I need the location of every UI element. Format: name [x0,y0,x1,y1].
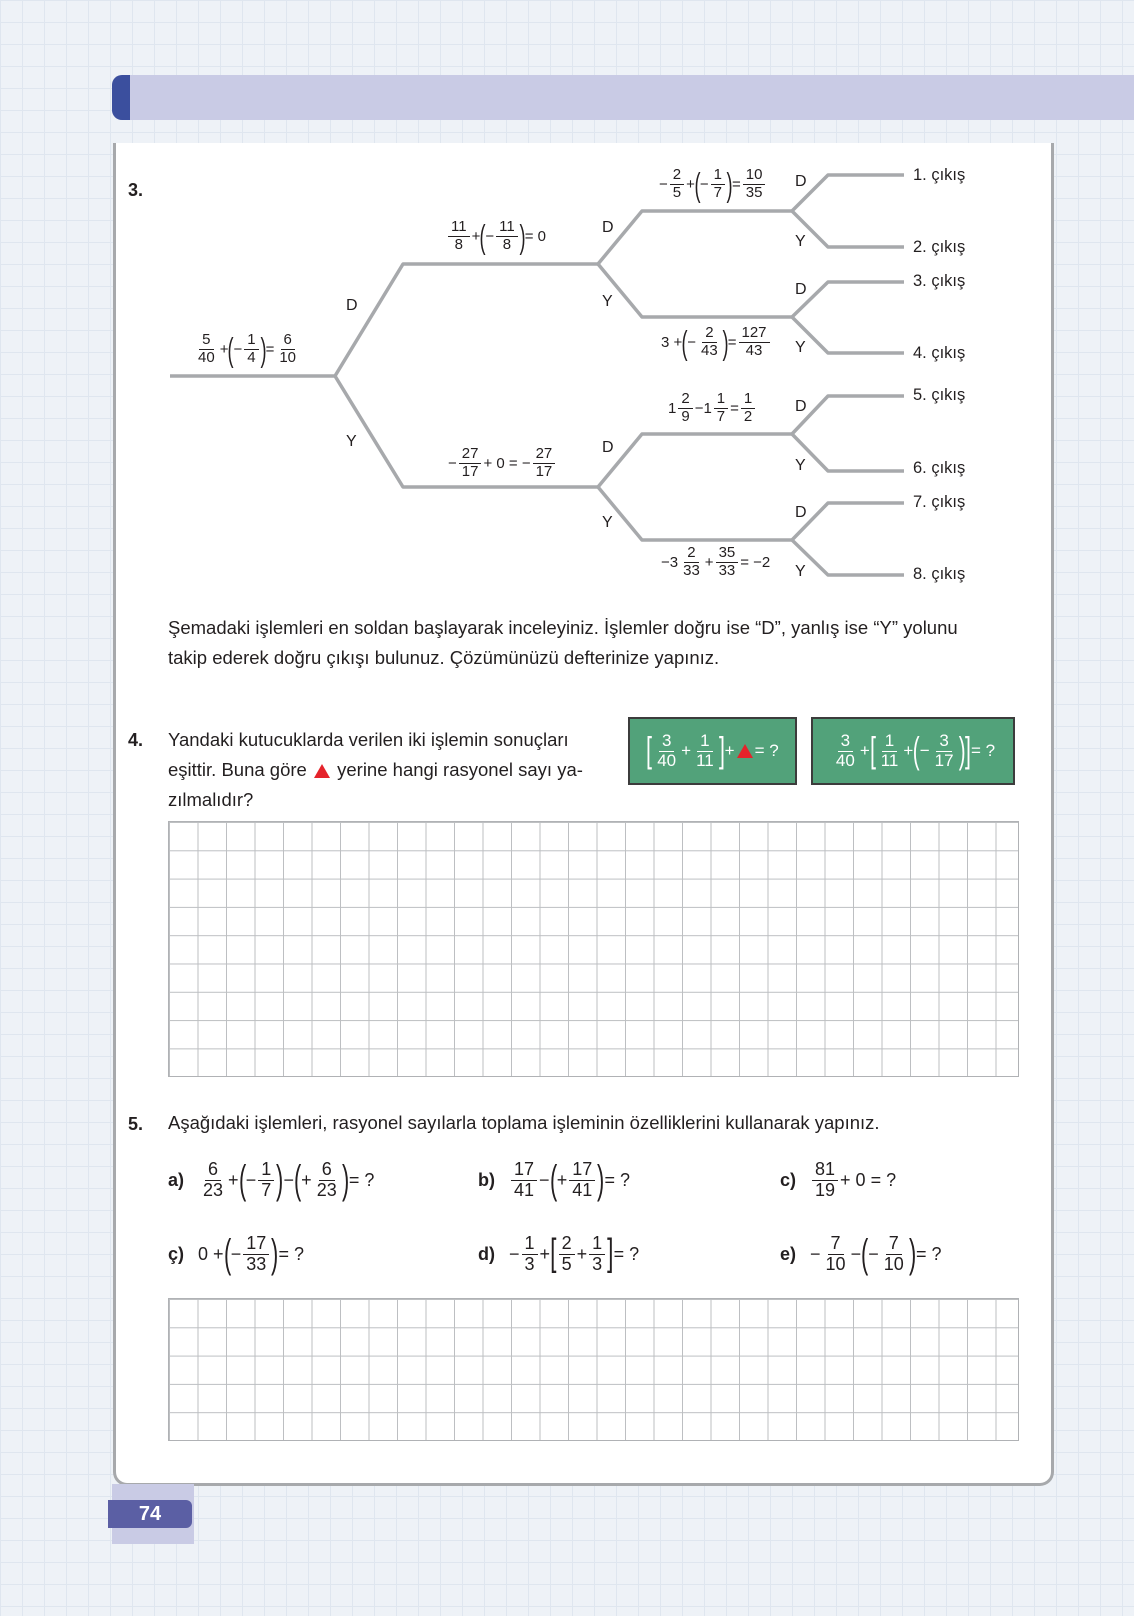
op: − [687,333,697,351]
result: = 0 [524,227,546,245]
frac-num: 11 [448,219,470,237]
op: − [485,227,495,245]
tree-branch-n2 [598,264,792,317]
label-y: Y [795,233,806,250]
tree-exit-3-line [792,282,904,317]
op: + [219,340,229,358]
frac-den: 10 [825,1253,846,1274]
frac-den: 17 [934,750,954,770]
frac-num: 27 [533,446,556,464]
op: + [228,1169,239,1190]
whole: −3 [661,553,679,571]
op: − [233,340,243,358]
op: 0 + [198,1243,224,1264]
tree-exit-4-line [792,317,904,353]
frac-den: 43 [701,341,718,359]
op: − [448,454,457,472]
frac-num: 2 [702,325,716,343]
op: + [681,741,692,760]
op: − [659,175,668,193]
tree-branch-n4 [598,487,792,540]
frac-num: 2 [670,167,684,185]
tree-exit-7-line [792,503,904,540]
result: = ? [278,1243,304,1264]
q5-text: Aşağıdaki işlemleri, rasyonel sayılarla toplama işleminin özelliklerini kullanarak yapınız. [168,1112,880,1133]
frac-num: 6 [281,332,295,350]
exit-6: 6. çıkış [913,459,966,477]
item-label: b) [478,1169,495,1190]
frac-den: 10 [883,1253,904,1274]
frac-den: 17 [461,462,479,480]
tree-node4-expression [661,545,770,579]
frac-num: 127 [739,325,770,343]
label-d: D [795,281,807,298]
q4-text-line2b: yerine hangi rasyonel sayı ya- [337,759,583,780]
frac-num: 35 [716,545,739,563]
op: − [283,1169,294,1190]
label-d: D [795,173,807,190]
frac-den: 8 [454,235,463,253]
op: = [730,399,739,417]
result: + 0 = ? [840,1169,897,1190]
tree-node3-expression [668,391,757,425]
item-label: d) [478,1243,495,1264]
frac-num: 1 [697,732,712,752]
label-y: Y [346,433,357,450]
frac-num: 1 [882,732,897,752]
frac-den: 5 [561,1253,572,1274]
frac-num: 1 [522,1234,538,1255]
q5-item-d: d) − $\frac{1}{3}$ + [ $\frac{2}{5}$ + $\frac{1}{3}$ ] = ? [478,1232,640,1275]
op: + [903,741,914,760]
frac-den: 5 [672,183,682,201]
q3-instruction-line2: takip ederek doğru çıkışı bulunuz. Çözümünüzü defterinize yapınız. [168,647,720,668]
tree-node2-expression: 3 + ( − $\frac{2}{43}$ ) = $\frac{127}{43}$ [661,325,772,359]
frac-den: 19 [815,1179,836,1200]
op: + [576,1243,588,1264]
frac-den: 41 [572,1179,593,1200]
q4-text-line3: zılmalıdır? [168,789,254,810]
frac-den: 9 [681,407,690,425]
question-3-number: 3. [128,180,144,200]
tree-exit-1-line [792,175,904,211]
q4-text-line2a: eşittir. Buna göre [168,759,307,780]
frac-num: 7 [886,1234,902,1255]
result: = ? [604,1169,630,1190]
q5-item-c [780,1160,896,1201]
frac-den: 11 [696,750,714,770]
label-d: D [795,398,807,415]
op: − [509,1243,520,1264]
frac-num: 6 [319,1160,335,1181]
exit-5: 5. çıkış [913,386,966,404]
tree-exit-2-line [792,211,904,247]
op: = [727,333,737,351]
frac-den: 17 [535,462,553,480]
frac-den: 23 [203,1179,224,1200]
frac-num: 2 [678,391,692,409]
q4-text-line2 [168,755,583,785]
op: + [301,1169,312,1190]
frac-den: 35 [745,183,763,201]
item-label: c) [780,1169,797,1190]
result: = ? [970,741,996,760]
tree-node1-expression: − $\frac{2}{5}$ + ( − $\frac{1}{7}$ ) = $\frac{10}{35}$ [659,167,767,201]
label-y: Y [795,339,806,356]
item-label: a) [168,1169,185,1190]
frac-den: 23 [316,1179,337,1200]
frac-num: 1 [711,167,725,185]
result: = ? [916,1243,942,1264]
result: = ? [348,1169,375,1190]
frac-den: 7 [716,407,726,425]
op: + [686,175,695,193]
op: −1 [694,399,712,417]
frac-num: 17 [243,1234,269,1255]
frac-num: 7 [828,1234,844,1255]
result: = −2 [740,553,771,571]
op: + [539,1243,551,1264]
label-d: D [602,219,614,236]
frac-den: 33 [246,1253,267,1274]
result: = ? [613,1243,640,1264]
frac-den: 7 [713,183,722,201]
frac-num: 3 [838,732,853,752]
frac-den: 40 [835,750,855,770]
question-5-number: 5. [128,1114,144,1134]
red-triangle-icon [737,744,753,758]
label-y: Y [795,457,806,474]
frac-num: 17 [511,1160,537,1181]
frac-den: 7 [261,1179,272,1200]
frac-den: 41 [514,1179,535,1200]
op: − [810,1243,821,1264]
frac-num: 5 [199,332,213,350]
exit-1: 1. çıkış [913,166,966,184]
frac-num: 1 [714,391,728,409]
frac-num: 3 [659,732,674,752]
op: − [850,1243,862,1264]
frac-num: 27 [459,446,482,464]
frac-num: 81 [812,1160,838,1181]
tree-bottom-expression [448,446,557,480]
tree-exit-8-line [792,540,904,575]
frac-den: 8 [502,235,512,253]
tree-start-expression: $\frac{5}{40}$ + ( − $\frac{1}{4}$ ) = $\frac{6}{10}$ [193,332,301,366]
decision-tree-lines [0,0,1134,620]
tree-branch-n1 [598,211,792,264]
op: + [859,741,870,760]
frac-den: 4 [247,348,256,366]
frac-num: 1 [741,391,755,409]
tree-exit-5-line [792,396,904,434]
frac-num: 3 [936,732,951,752]
q4-box-1: [ $\frac{3}{40}$ + $\frac{1}{11}$ ] + = ? [628,717,797,785]
op: + [724,741,735,760]
frac-den: 10 [279,348,297,366]
frac-num: 1 [589,1234,605,1255]
label-d: D [346,297,358,314]
op: + 0 = − [483,454,531,472]
result: = ? [754,741,779,760]
label-d: D [602,439,614,456]
tree-top-expression: $\frac{11}{8}$ + ( − $\frac{11}{8}$ ) = 0 [446,219,546,253]
op: + [704,553,714,571]
label-y: Y [602,514,613,531]
exit-2: 2. çıkış [913,238,966,256]
q5-item-a: a) $\frac{6}{23}$ + ( − $\frac{1}{7}$ ) − ( + $\frac{6}{23}$ ) = ? [168,1157,375,1202]
frac-num: 10 [743,167,766,185]
op: − [868,1243,879,1264]
frac-den: 40 [657,750,677,770]
frac-num: 1 [258,1160,274,1181]
frac-den: 3 [592,1253,603,1274]
tree-exit-6-line [792,434,904,471]
label-y: Y [795,563,806,580]
op: − [539,1169,550,1190]
frac-den: 33 [683,561,700,579]
question-4-number: 4. [128,730,144,750]
op: − [919,741,930,760]
item-label: e) [780,1243,797,1264]
q5-answer-grid[interactable] [168,1298,1019,1441]
whole: 1 [668,399,677,417]
label-y: Y [602,293,613,310]
op: − [699,175,709,193]
red-triangle-icon [314,764,330,778]
q4-box-2: $\frac{3}{40}$ + [ $\frac{1}{11}$ + ( − $\frac{3}{17}$ ) ] = ? [811,717,1015,785]
frac-den: 11 [880,750,899,770]
q5-item-cc: ç) 0 + ( − $\frac{17}{33}$ ) = ? [168,1231,304,1276]
op: + [556,1169,568,1190]
exit-7: 7. çıkış [913,493,966,511]
frac-num: 11 [496,219,518,237]
frac-den: 2 [743,407,753,425]
op: = [265,340,275,358]
exit-4: 4. çıkış [913,344,966,362]
page-number: 74 [108,1500,192,1528]
tree-branch-top [335,264,598,376]
frac-num: 17 [569,1160,595,1181]
frac-den: 3 [524,1253,535,1274]
frac-den: 43 [745,341,763,359]
exit-3: 3. çıkış [913,272,966,290]
op: + [471,227,481,245]
q3-instruction-line1: Şemadaki işlemleri en soldan başlayarak inceleyiniz. İşlemler doğru ise “D”, yanlış ise “Y” yolunu [168,617,958,638]
exit-8: 8. çıkış [913,565,966,583]
frac-den: 33 [718,561,736,579]
frac-num: 6 [205,1160,221,1181]
frac-num: 2 [559,1234,575,1255]
q4-text-line1: Yandaki kutucuklarda verilen iki işlemin sonuçları [168,729,569,750]
tree-branch-n3 [598,434,792,487]
op: − [230,1243,242,1264]
op: = [731,175,741,193]
frac-den: 40 [198,348,215,366]
q5-item-e: e) − $\frac{7}{10}$ − ( − $\frac{7}{10}$ ) = ? [780,1231,942,1276]
q5-item-b: b) $\frac{17}{41}$ − ( + $\frac{17}{41}$ ) = ? [478,1157,630,1202]
item-label: ç) [168,1243,185,1264]
frac-num: 2 [684,545,698,563]
frac-num: 1 [244,332,258,350]
op: − [245,1169,257,1190]
q4-answer-grid[interactable] [168,821,1019,1077]
op: 3 + [661,333,683,351]
label-d: D [795,504,807,521]
